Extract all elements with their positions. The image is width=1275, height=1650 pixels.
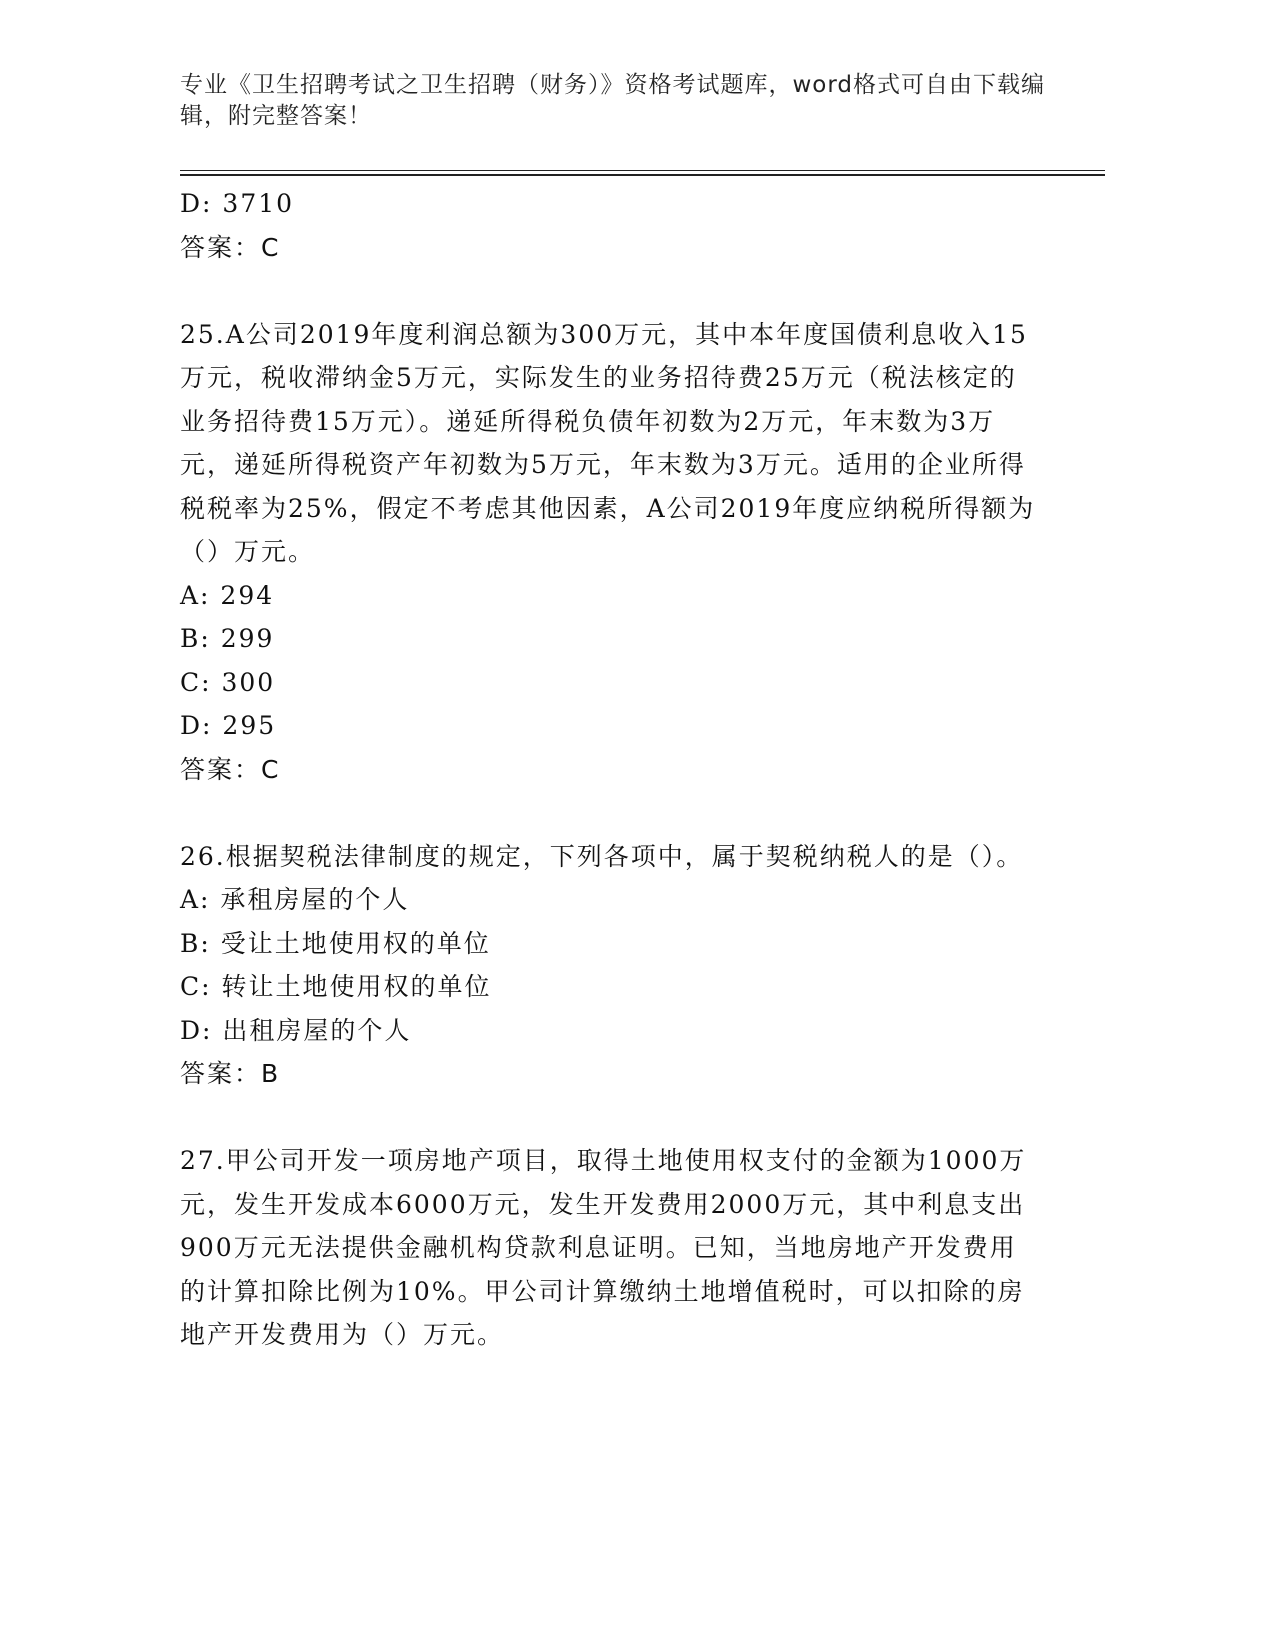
question-26-option-c: C: 转让土地使用权的单位 [180,972,492,1001]
question-26-option-d: D: 出租房屋的个人 [180,1015,412,1045]
question-26-option-a: A: 承租房屋的个人 [180,885,410,914]
spacer [180,1096,1040,1140]
page-header: 专业《卫生招聘考试之卫生招聘（财务）》资格考试题库，word格式可自由下载编辑，附完整答案！ [180,72,1046,129]
question-25-option-a: A: 294 [180,580,275,610]
question-25-option-d: D: 295 [180,711,277,740]
question-26-answer: 答案：B [180,1059,281,1088]
option-d: D: 3710 [180,189,295,218]
question-26-option-b: B: 受让土地使用权的单位 [180,928,491,958]
spacer [180,269,1040,313]
question-content [180,182,1040,1357]
question-25-option-c: C: 300 [180,667,276,697]
answer-line: 答案：C [180,232,281,262]
question-25-stem: 25.A公司2019年度利润总额为300万元，其中本年度国债利息收入15万元，税收滞纳金5万元，实际发生的业务招待费25万元（税法核定的业务招待费15万元）。递延所得税负债年初数为2万元，年末数为3万元，递延所得税资产年初数为5万元，年末数为3万元。适用的企业所得税税率为25%，假定不考虑其他因素，A公司2019年度应纳税所得额为（）万元。 [180,319,1036,566]
question-25-answer: 答案：C [180,754,281,784]
header-divider-thick [180,174,1105,176]
question-25-option-b: B: 299 [180,624,275,653]
question-27-stem: 27.甲公司开发一项房地产项目，取得土地使用权支付的金额为1000万元，发生开发成本6000万元，发生开发费用2000万元，其中利息支出900万元无法提供金融机构贷款利息证明。已知，当地房地产开发费用的计算扣除比例为10%。甲公司计算缴纳土地增值税时，可以扣除的房地产开发费用为（）万元。 [180,1146,1027,1349]
spacer [180,791,1040,835]
question-26-stem: 26.根据契税法律制度的规定，下列各项中，属于契税纳税人的是（）。 [180,841,1024,871]
header-divider-thin [180,170,1105,171]
